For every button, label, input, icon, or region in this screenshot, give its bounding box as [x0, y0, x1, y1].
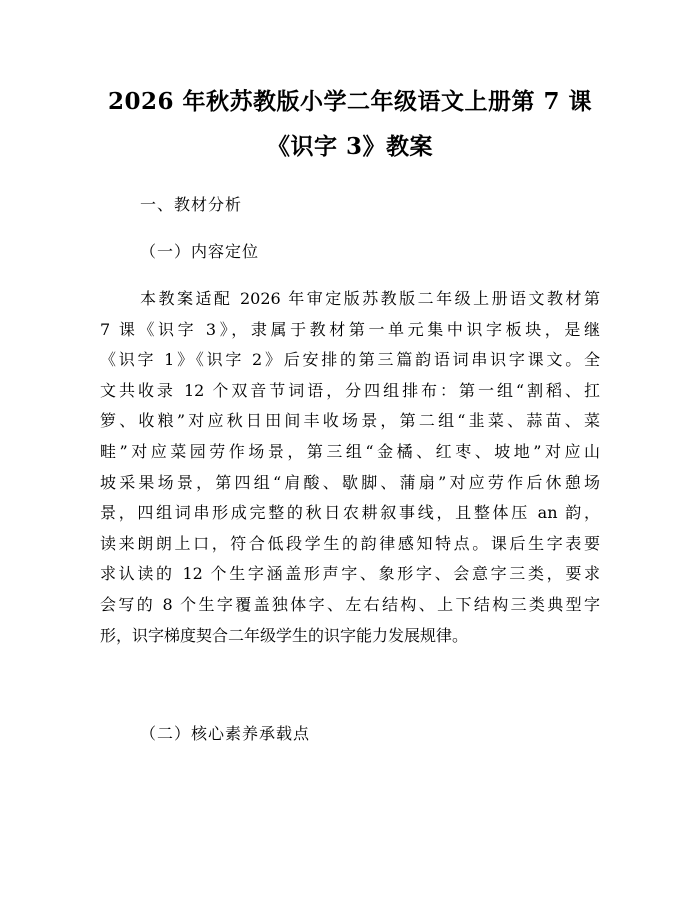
body-paragraph: [100, 284, 600, 651]
subsection-heading-content-positioning: （一）内容定位: [140, 242, 260, 261]
paragraph-line: 形，识字梯度契合二年级学生的识字能力发展规律。: [100, 625, 469, 645]
subsection-heading-core-literacy: （二）核心素养承载点: [140, 724, 311, 743]
paragraph-line: 《识字 1》《识字 2》后安排的第三篇韵语词串识字课文。全: [100, 350, 600, 370]
paragraph-line: 文共收录 12 个双音节词语，分四组排布：第一组“割稻、扛: [100, 380, 600, 400]
paragraph-line: 7 课《识字 3》，隶属于教材第一单元集中识字板块，是继: [100, 319, 600, 339]
paragraph-line: 畦”对应菜园劳作场景，第三组“金橘、红枣、坡地”对应山: [100, 441, 600, 461]
document-title-line-1: 2026 年秋苏教版小学二年级语文上册第 7 课: [107, 88, 593, 115]
paragraph-line: 坡采果场景，第四组“肩酸、歇脚、蒲扇”对应劳作后休憩场: [100, 472, 600, 492]
document-title-line-2: 《识字 3》教案: [266, 133, 433, 160]
paragraph-line: 箩、收粮”对应秋日田间丰收场景，第二组“韭菜、蒜苗、菜: [100, 411, 600, 431]
paragraph-line: 本教案适配 2026 年审定版苏教版二年级上册语文教材第: [140, 289, 600, 308]
paragraph-line: 读来朗朗上口，符合低段学生的韵律感知特点。课后生字表要: [100, 533, 600, 553]
paragraph-line: 求认读的 12 个生字涵盖形声字、象形字、会意字三类，要求: [100, 564, 600, 584]
section-heading-teaching-material-analysis: 一、教材分析: [140, 195, 243, 214]
paragraph-line: 会写的 8 个生字覆盖独体字、左右结构、上下结构三类典型字: [100, 594, 600, 614]
paragraph-line: 景，四组词串形成完整的秋日农耕叙事线，且整体压 an 韵，: [100, 503, 600, 523]
